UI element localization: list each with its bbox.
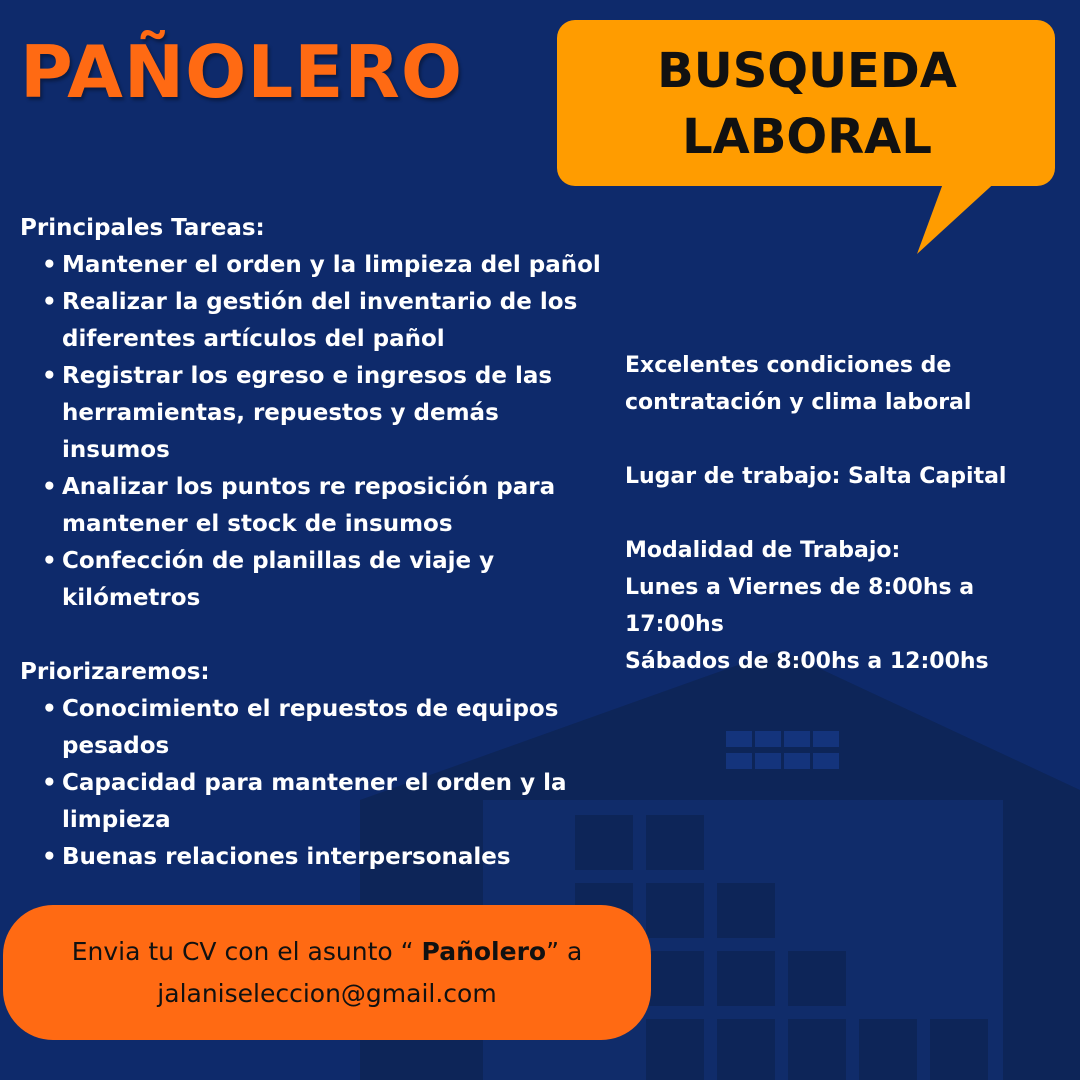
saturday-schedule: Sábados de 8:00hs a 12:00hs <box>625 649 989 674</box>
cta-prefix: Envia tu CV con el asunto “ <box>71 937 422 966</box>
cta-suffix: ” a <box>546 937 583 966</box>
list-item: • Buenas relaciones interpersonales <box>62 839 620 876</box>
priorities-list <box>20 691 620 876</box>
list-item: • Analizar los puntos re reposición para mantener el stock de insumos <box>62 469 562 543</box>
bubble-line-2: LABORAL <box>682 109 932 165</box>
conditions-text: Excelentes condiciones de contratación y clima laboral <box>625 353 972 415</box>
list-item: • Realizar la gestión del inventario de los diferentes artículos del pañol <box>62 284 582 358</box>
send-cv-callout <box>3 905 651 1040</box>
requirements-column <box>20 210 620 876</box>
list-item: • Capacidad para mantener el orden y la limpieza <box>62 765 582 839</box>
priorities-heading: Priorizaremos: <box>20 659 210 685</box>
contact-email[interactable]: jalaniseleccion@gmail.com <box>157 979 497 1008</box>
weekday-schedule: Lunes a Viernes de 8:00hs a 17:00hs <box>625 575 975 637</box>
job-search-bubble <box>557 38 1057 170</box>
list-item: • Mantener el orden y la limpieza del pañol <box>62 247 620 284</box>
bubble-line-1: BUSQUEDA <box>657 43 957 99</box>
list-item: • Conocimiento el repuestos de equipos pesados <box>62 691 582 765</box>
page-title: PAÑOLERO <box>20 30 464 114</box>
list-item: • Registrar los egreso e ingresos de las herramientas, repuestos y demás insumos <box>62 358 562 469</box>
location-text: Lugar de trabajo: Salta Capital <box>625 464 1007 489</box>
list-item: • Confección de planillas de viaje y kilómetros <box>62 543 522 617</box>
job-details-column <box>625 347 1065 680</box>
tasks-heading: Principales Tareas: <box>20 215 265 241</box>
cta-line-1 <box>3 931 651 973</box>
tasks-list <box>20 247 620 617</box>
modality-label: Modalidad de Trabajo: <box>625 538 901 563</box>
cta-subject: Pañolero <box>421 937 547 966</box>
